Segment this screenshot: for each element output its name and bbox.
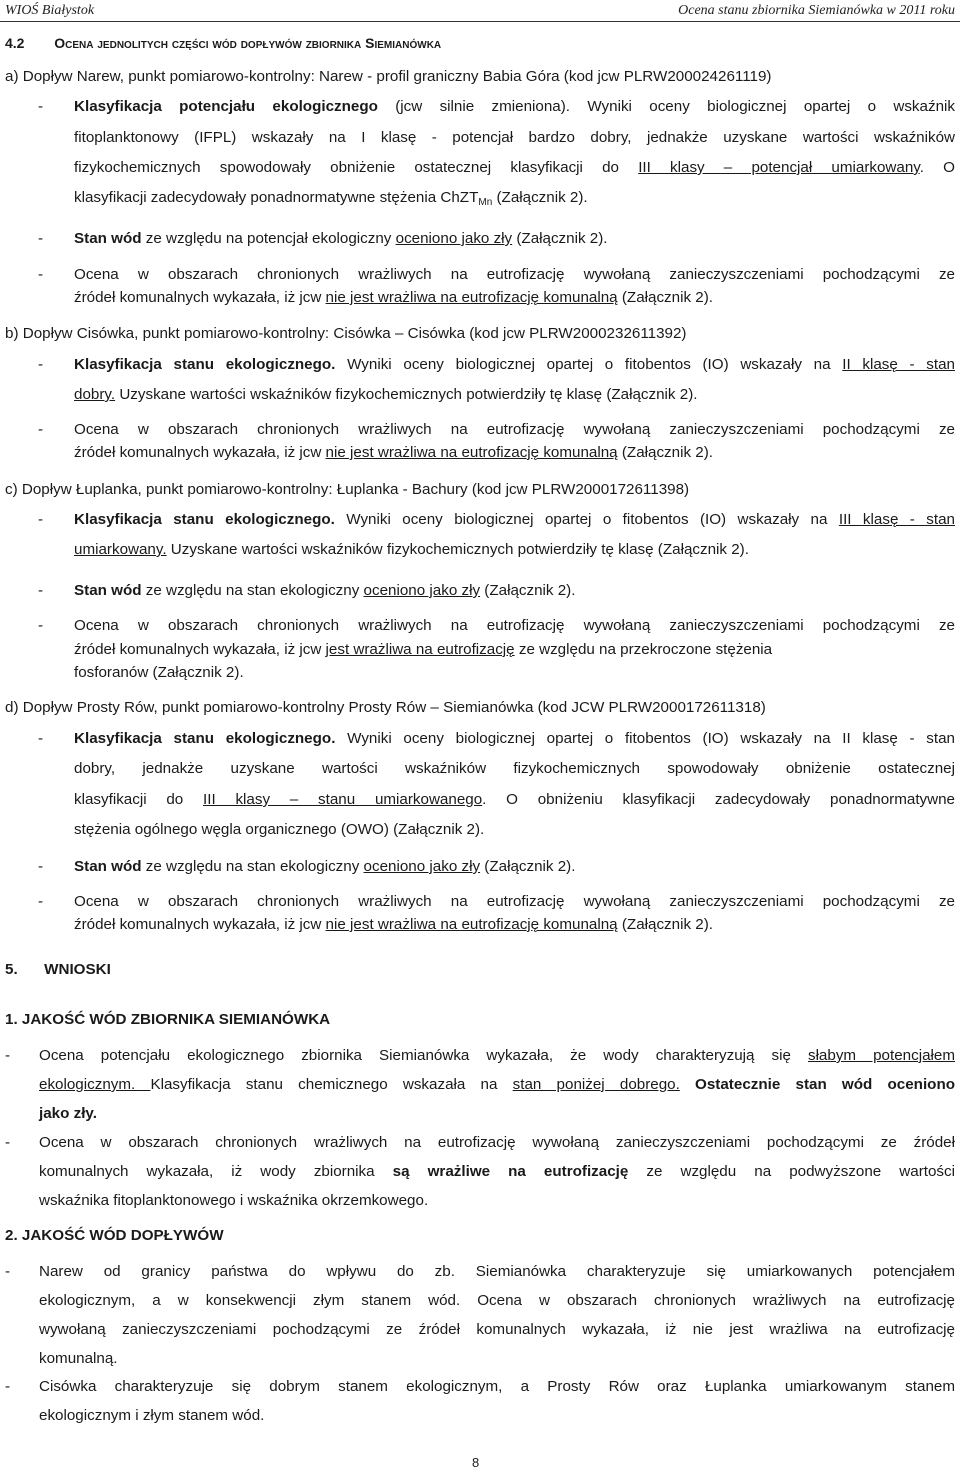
- text: (Załącznik 2).: [480, 858, 576, 875]
- dash: -: [38, 266, 44, 283]
- text: (Załącznik 2).: [480, 582, 576, 599]
- item-a-status: [74, 229, 608, 249]
- text: Uzyskane wartości wskaźników fizykochemicznych potwierdziły tę klasę (Załącznik 2).: [115, 386, 698, 403]
- bold-text: Klasyfikacja stanu ekologicznego.: [74, 511, 335, 528]
- item-d-line-2: dobry, jednakże uzyskane wartości wskaźników fizykochemicznych spowodowały obniżenie ostatecznej: [74, 760, 955, 777]
- s1-p2-line-3: wskaźnika fitoplanktonowego i wskaźnika okrzemkowego.: [39, 1192, 429, 1209]
- text: klasyfikacji do: [74, 791, 204, 808]
- text: źródeł komunalnych wykazała, iż jcw: [74, 916, 326, 933]
- bold-text: Stan wód: [74, 582, 142, 599]
- item-d-line-1: [74, 729, 955, 749]
- bold-text: Ostatecznie stan wód oceniono: [679, 1076, 955, 1093]
- page-number: 8: [472, 1455, 480, 1470]
- underlined-text: nie jest wrażliwa na eutrofizację komunalną: [325, 444, 618, 461]
- underlined-text: ekologicznym.: [39, 1076, 151, 1093]
- item-d-line-4: stężenia ogólnego węgla organicznego (OWO) (Załącznik 2).: [74, 821, 485, 838]
- s1-p1-line-1: [39, 1046, 955, 1066]
- item-d-line-3: [74, 790, 955, 810]
- item-d-heading: d) Dopływ Prosty Rów, punkt pomiarowo-kontrolny Prosty Rów – Siemianówka (kod JCW PLRW2000172611318): [5, 699, 766, 716]
- header-right: Ocena stanu zbiornika Siemianówka w 2011 roku: [678, 3, 955, 18]
- item-b-line-2: [74, 385, 697, 405]
- bold-text: Stan wód: [74, 858, 142, 875]
- dash: -: [38, 858, 44, 875]
- text: fizykochemicznych spowodowały obniżenie ostatecznej klasyfikacji do: [74, 159, 639, 176]
- item-c-eutro-1: Ocena w obszarach chronionych wrażliwych na eutrofizację wywołaną zanieczyszczeniami pochodzącymi ze: [74, 617, 955, 634]
- item-b-heading: b) Dopływ Cisówka, punkt pomiarowo-kontrolny: Cisówka – Cisówka (kod jcw PLRW2000232611392): [5, 325, 687, 342]
- underlined-text: oceniono jako zły: [363, 582, 481, 599]
- dash: -: [5, 1134, 11, 1151]
- section-number: 4.2: [5, 35, 25, 51]
- text: źródeł komunalnych wykazała, iż jcw: [74, 641, 326, 658]
- text: komunalnych wykazała, iż wody zbiornika: [39, 1163, 393, 1180]
- text: ze względu na stan ekologiczny: [141, 858, 364, 875]
- dash: -: [38, 230, 44, 247]
- subscript: Mn: [478, 197, 493, 208]
- text: . O obniżeniu klasyfikacji zadecydowały ponadnormatywne: [482, 791, 955, 808]
- s2-p1-line-1: Narew od granicy państwa do wpływu do zb. Siemianówka charakteryzuje się umiarkowanych potencjałem: [39, 1263, 955, 1280]
- item-a-line-3: [74, 158, 955, 178]
- bold-text: Klasyfikacja stanu ekologicznego.: [74, 356, 336, 373]
- s1-p1-line-3: jako zły.: [39, 1105, 97, 1122]
- section-title: Ocena jednolitych części wód dopływów zbiornika Siemianówka: [54, 35, 442, 51]
- underlined-text: słabym potencjałem: [807, 1047, 956, 1064]
- item-a-line-1: [74, 97, 955, 117]
- item-a-line-2: fitoplanktonowy (IFPL) wskazały na I klasę - potencjał bardzo dobry, jednakże uzyskane wartości wskaźników: [74, 129, 955, 146]
- dash: -: [5, 1047, 11, 1064]
- underlined-text: oceniono jako zły: [363, 858, 481, 875]
- text: (jcw silnie zmieniona). Wyniki oceny biologicznej opartej o wskaźnik: [377, 98, 955, 115]
- s2-p2-line-2: ekologicznym i złym stanem wód.: [39, 1407, 265, 1424]
- bold-text: są wrażliwe na eutrofizację: [392, 1163, 629, 1180]
- item-c-heading: c) Dopływ Łuplanka, punkt pomiarowo-kontrolny: Łuplanka - Bachury (kod jcw PLRW2000172611398): [5, 481, 690, 498]
- text: Wyniki oceny biologicznej opartej o fitobentos (IO) wskazały na: [334, 511, 839, 528]
- subsection-1-heading: 1. JAKOŚĆ WÓD ZBIORNIKA SIEMIANÓWKA: [5, 1011, 331, 1028]
- subsection-2-heading: 2. JAKOŚĆ WÓD DOPŁYWÓW: [5, 1227, 224, 1244]
- text: Klasyfikacja stanu chemicznego wskazała na: [150, 1076, 513, 1093]
- dash: -: [5, 1263, 11, 1280]
- item-b-line-1: [74, 355, 955, 375]
- text: Ocena potencjału ekologicznego zbiornika Siemianówka wykazała, że wody charakteryzują się: [39, 1047, 808, 1064]
- section-4-2-heading: [5, 33, 441, 53]
- item-a-eutro-1: Ocena w obszarach chronionych wrażliwych na eutrofizację wywołaną zanieczyszczeniami pochodzącymi ze: [74, 266, 955, 283]
- text: (Załącznik 2).: [617, 289, 714, 306]
- underlined-text: stan poniżej dobrego.: [512, 1076, 680, 1093]
- underlined-text: oceniono jako zły: [395, 230, 513, 247]
- text: źródeł komunalnych wykazała, iż jcw: [74, 289, 326, 306]
- item-b-eutro-1: Ocena w obszarach chronionych wrażliwych na eutrofizację wywołaną zanieczyszczeniami pochodzącymi ze: [74, 421, 955, 438]
- item-c-line-2: [74, 540, 749, 560]
- underlined-text: dobry.: [74, 386, 116, 403]
- text: klasyfikacji zadecydowały ponadnormatywne stężenia ChZT: [74, 189, 479, 206]
- item-c-eutro-2: [74, 640, 772, 660]
- underlined-text: umiarkowany.: [74, 541, 167, 558]
- bold-text: Stan wód: [74, 230, 142, 247]
- dash: -: [38, 421, 44, 438]
- section-title: WNIOSKI: [44, 961, 111, 978]
- item-d-status: [74, 857, 575, 877]
- underlined-text: II klasę - stan: [842, 356, 955, 373]
- text: ze względu na potencjał ekologiczny: [141, 230, 396, 247]
- s2-p1-line-3: wywołaną zanieczyszczeniami pochodzącymi ze źródeł komunalnych wykazała, iż nie jest wrażliwa na eutrofizację: [39, 1321, 955, 1338]
- text: Wyniki oceny biologicznej opartej o fitobentos (IO) wskazały na: [335, 356, 843, 373]
- s1-p2-line-1: Ocena w obszarach chronionych wrażliwych na eutrofizację wywołaną zanieczyszczeniami pochodzącymi ze źródeł: [39, 1134, 955, 1151]
- text: Wyniki oceny biologicznej opartej o fitobentos (IO) wskazały na II klasę - stan: [335, 730, 955, 747]
- underlined-text: nie jest wrażliwa na eutrofizację komunalną: [325, 916, 618, 933]
- s1-p1-line-2: [39, 1075, 955, 1095]
- dash: -: [38, 511, 44, 528]
- header-left: WIOŚ Białystok: [5, 3, 95, 18]
- section-number: 5.: [5, 961, 18, 978]
- underlined-text: nie jest wrażliwa na eutrofizację komunalną: [325, 289, 618, 306]
- underlined-text: jest wrażliwa na eutrofizację: [325, 641, 515, 658]
- bold-text: Klasyfikacja potencjału ekologicznego: [74, 98, 378, 115]
- underlined-text: III klasy – stanu umiarkowanego: [203, 791, 483, 808]
- dash: -: [38, 356, 44, 373]
- underlined-text: III klasy – potencjał umiarkowany: [638, 159, 920, 176]
- item-b-eutro-2: [74, 443, 713, 463]
- underlined-text: III klasę - stan: [838, 511, 955, 528]
- s2-p1-line-4: komunalną.: [39, 1350, 118, 1367]
- text: (Załącznik 2).: [617, 444, 714, 461]
- item-d-eutro-2: [74, 915, 713, 935]
- dash: -: [38, 98, 44, 115]
- item-c-line-1: [74, 510, 955, 530]
- s1-p2-line-2: [39, 1162, 955, 1182]
- dash: -: [38, 617, 44, 634]
- text: ze względu na stan ekologiczny: [141, 582, 364, 599]
- s2-p1-line-2: ekologicznym, a w konsekwencji złym stanem wód. Ocena w obszarach chronionych wrażliwych na eutrofizację: [39, 1292, 955, 1309]
- section-5-heading: [5, 960, 111, 980]
- item-a-heading: a) Dopływ Narew, punkt pomiarowo-kontrolny: Narew - profil graniczny Babia Góra (kod jcw PLRW200024261119): [5, 68, 772, 85]
- text: źródeł komunalnych wykazała, iż jcw: [74, 444, 326, 461]
- text: . O: [919, 159, 955, 176]
- text: (Załącznik 2).: [512, 230, 608, 247]
- text: Uzyskane wartości wskaźników fizykochemicznych potwierdziły tę klasę (Załącznik 2).: [166, 541, 749, 558]
- text: (Załącznik 2).: [617, 916, 714, 933]
- text: (Załącznik 2).: [492, 189, 588, 206]
- dash: -: [38, 582, 44, 599]
- item-a-line-4: [74, 188, 588, 213]
- text: ze względu na przekroczone stężenia: [514, 641, 773, 658]
- item-a-eutro-2: [74, 288, 713, 308]
- dash: -: [38, 893, 44, 910]
- item-d-eutro-1: Ocena w obszarach chronionych wrażliwych na eutrofizację wywołaną zanieczyszczeniami pochodzącymi ze: [74, 893, 955, 910]
- s2-p2-line-1: Cisówka charakteryzuje się dobrym stanem ekologicznym, a Prosty Rów oraz Łuplanka umiarkowanym stanem: [39, 1378, 955, 1395]
- item-c-eutro-3: fosforanów (Załącznik 2).: [74, 664, 244, 681]
- dash: -: [38, 730, 44, 747]
- item-c-status: [74, 581, 575, 601]
- header-rule: [0, 21, 960, 22]
- dash: -: [5, 1378, 11, 1395]
- bold-text: Klasyfikacja stanu ekologicznego.: [74, 730, 336, 747]
- page-header: [0, 0, 960, 22]
- text: ze względu na podwyższone wartości: [628, 1163, 955, 1180]
